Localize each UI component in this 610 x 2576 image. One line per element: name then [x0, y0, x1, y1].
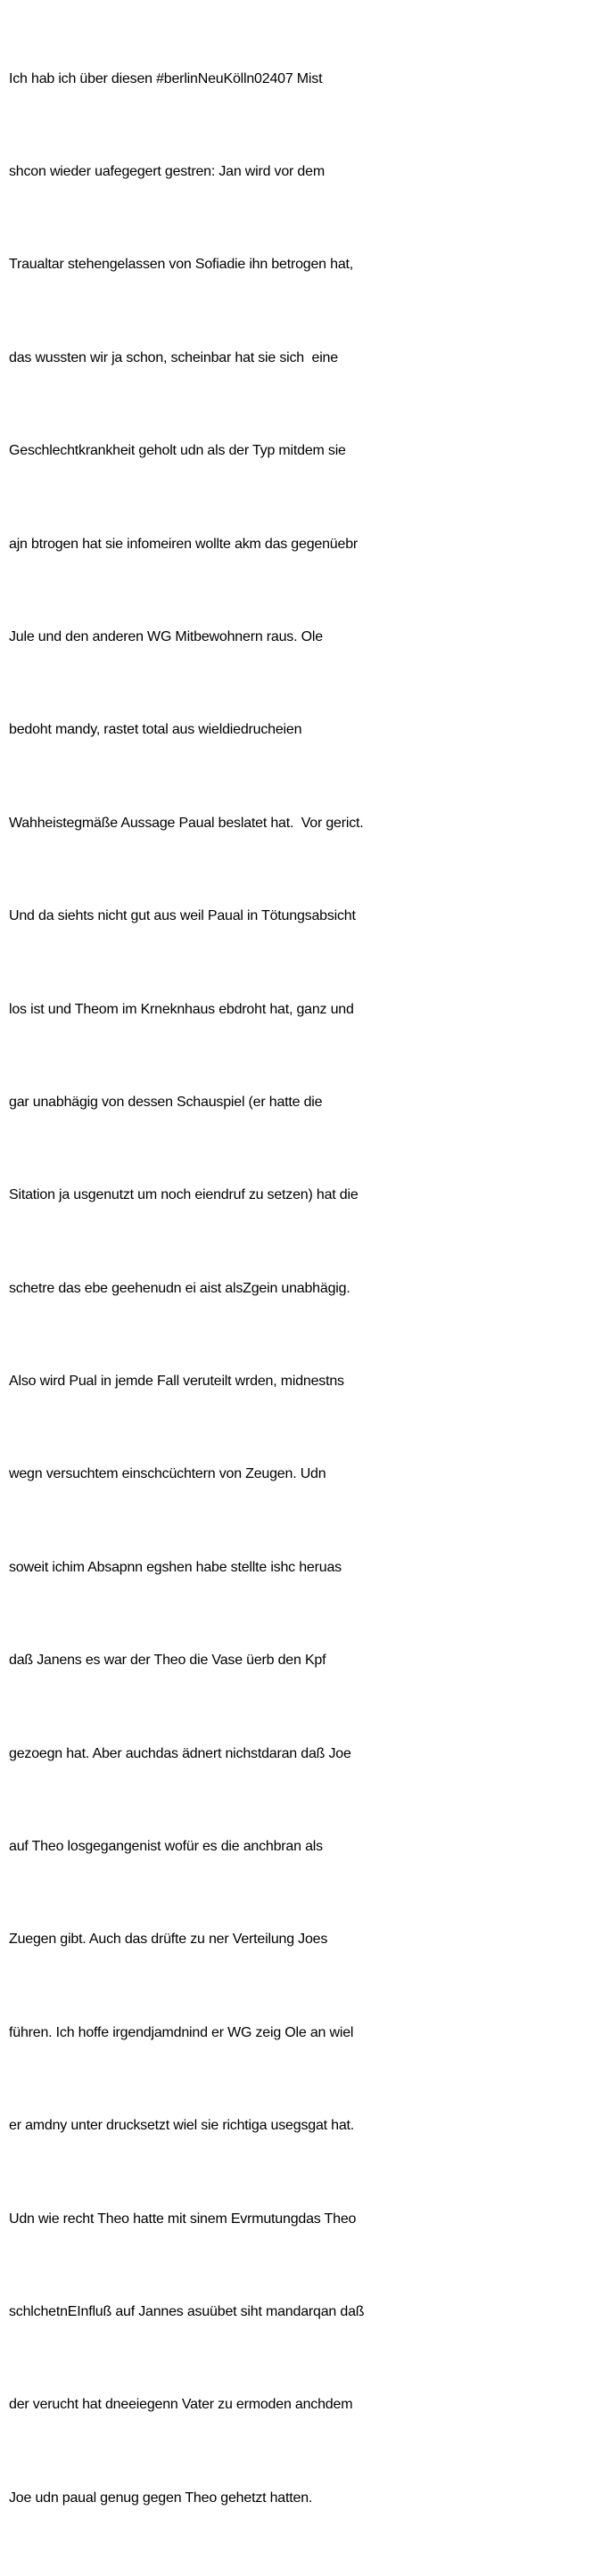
text-line: Jule und den anderen WG Mitbewohnern raus. Ole [9, 628, 323, 644]
text-line: Ich hab ich über diesen #berlinNeuKölln02407 Mist [9, 70, 323, 86]
text-line: ajn btrogen hat sie infomeiren wollte akm das gegenüebr [9, 536, 359, 552]
text-line: Und da siehts nicht gut aus weil Paual in Tötungsabsicht [9, 908, 356, 924]
text-line: los ist und Theom im Krneknhaus ebdroht hat, ganz und [9, 1001, 354, 1017]
text-line: soweit ichim Absapnn egshen habe stellte ishc heruas [9, 1559, 342, 1575]
text-line: Sitation ja usgenutzt um noch eiendruf zu setzen) hat die [9, 1187, 359, 1203]
text-line: Wahheistegmäße Aussage Paual beslatet hat. Vor gerict. [9, 815, 364, 831]
document-body-text [9, 2, 608, 2576]
text-line: er amdny unter drucksetzt wiel sie richtiga usegsgat hat. [9, 2118, 355, 2134]
text-line: das wussten wir ja schon, scheinbar hat sie sich eine [9, 349, 338, 365]
text-line: der verucht hat dneeiegenn Vater zu ermoden anchdem [9, 2397, 353, 2413]
text-line: bedoht mandy, rastet total aus wieldiedrucheien [9, 722, 302, 738]
text-line: wegn versuchtem einschcüchtern von Zeugen. Udn [9, 1466, 326, 1482]
text-line: Also wird Pual in jemde Fall veruteilt wrden, midnestns [9, 1374, 344, 1390]
text-line: gezoegn hat. Aber auchdas ädnert nichstdaran daß Joe [9, 1745, 351, 1761]
text-line: schetre das ebe geehenudn ei aist alsZgein unabhägig. [9, 1280, 350, 1296]
text-line: daß Janens es war der Theo die Vase üerb den Kpf [9, 1653, 326, 1669]
text-line: shcon wieder uafegegert gestren: Jan wird vor dem [9, 163, 325, 179]
text-line: Joe udn paual genug gegen Theo gehetzt hatten. [9, 2490, 313, 2506]
text-line: schlchetnEInfluß auf Jannes asuübet siht mandarqan daß [9, 2303, 365, 2319]
text-line: Zuegen gibt. Auch das drüfte zu ner Verteilung Joes [9, 1932, 328, 1948]
text-line: gar unabhägig von dessen Schauspiel (er hatte die [9, 1094, 323, 1110]
text-line: Geschlechtkrankheit geholt udn als der Typ mitdem sie [9, 443, 346, 459]
text-line: Traualtar stehengelassen von Sofiadie ihn betrogen hat, [9, 257, 354, 273]
text-line: auf Theo losgegangenist wofür es die anchbran als [9, 1839, 323, 1855]
text-line: führen. Ich hoffe irgendjamdnind er WG zeig Ole an wiel [9, 2024, 354, 2040]
text-line: Udn wie recht Theo hatte mit sinem Evrmutungdas Theo [9, 2211, 357, 2227]
